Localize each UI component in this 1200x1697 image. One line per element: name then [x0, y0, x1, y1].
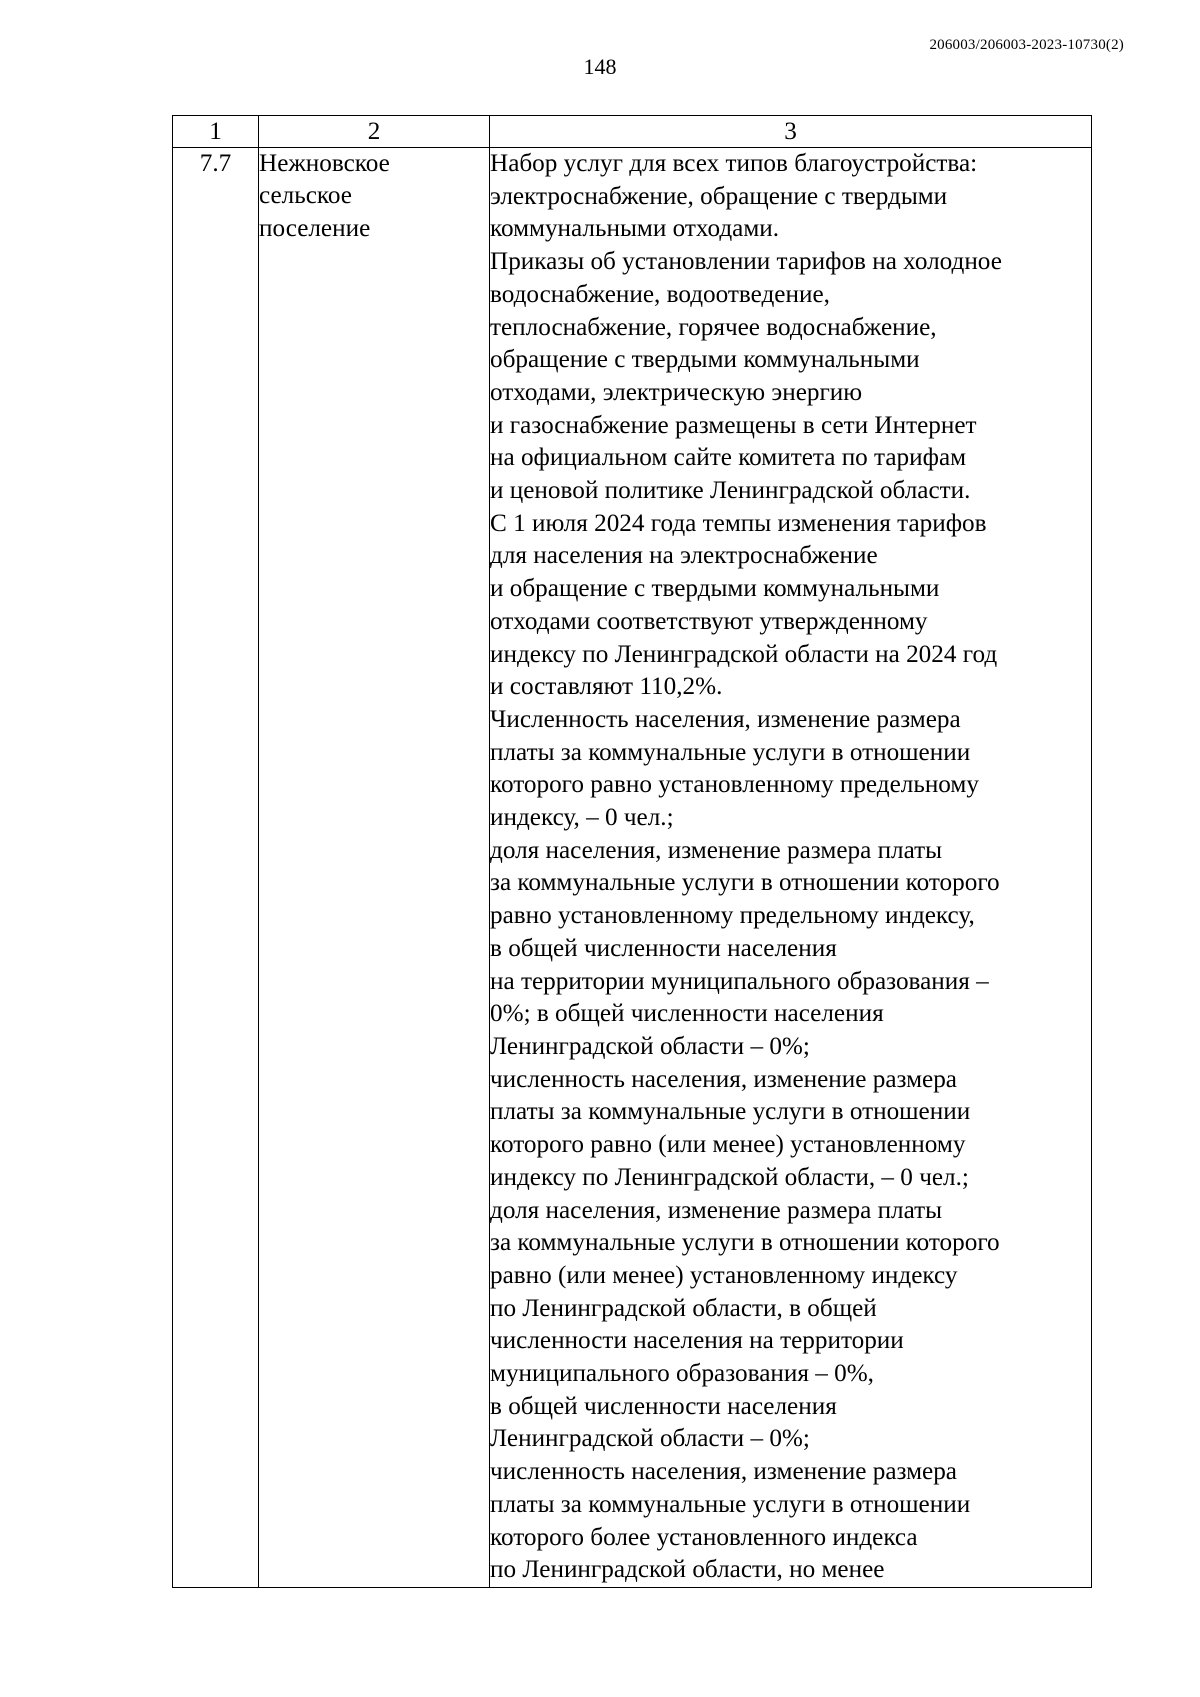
content-line: за коммунальные услуги в отношении которого [490, 1229, 1000, 1257]
content-line: в общей численности населения [490, 934, 837, 962]
content-line: платы за коммунальные услуги в отношении [490, 1490, 971, 1518]
content-line: Ленинградской области – 0%; [490, 1425, 810, 1453]
content-line: индексу, – 0 чел.; [490, 804, 674, 832]
column-header-2: 2 [259, 116, 490, 148]
content-line: индексу по Ленинградской области, – 0 чел.; [490, 1163, 969, 1191]
content-line: Набор услуг для всех типов благоустройства: [490, 150, 978, 177]
settlement-name-line: Нежновское [259, 150, 390, 177]
content-cell [490, 148, 1092, 1588]
content-line: водоснабжение, водоотведение, [490, 280, 830, 308]
content-line: обращение с твердыми коммунальными [490, 346, 920, 374]
row-number: 7.7 [173, 148, 259, 1588]
content-line: за коммунальные услуги в отношении которого [490, 869, 1000, 897]
content-line: которого более установленного индекса [490, 1523, 918, 1551]
content-line: муниципального образования – 0%, [490, 1360, 874, 1388]
content-line: по Ленинградской области, в общей [490, 1294, 877, 1322]
content-line: равно установленному предельному индексу, [490, 902, 975, 930]
content-line: Ленинградской области – 0%; [490, 1032, 810, 1060]
settlement-name-line: поселение [259, 214, 371, 242]
content-line: коммунальными отходами. [490, 215, 780, 243]
content-line: индексу по Ленинградской области на 2024 год [490, 640, 998, 668]
content-line: Численность населения, изменение размера [490, 705, 961, 733]
content-line: которого равно установленному предельному [490, 771, 979, 799]
content-line: отходами, электрическую энергию [490, 378, 863, 406]
content-line: численность населения, изменение размера [490, 1458, 957, 1486]
content-line: доля населения, изменение размера платы [490, 836, 943, 864]
content-line: электроснабжение, обращение с твердыми [490, 182, 948, 210]
content-line: и газоснабжение размещены в сети Интернет [490, 411, 977, 439]
content-line: в общей численности населения [490, 1392, 837, 1420]
content-line: Приказы об установлении тарифов на холодное [490, 248, 1002, 276]
content-line: платы за коммунальные услуги в отношении [490, 1098, 971, 1126]
settlement-name-line: сельское [259, 182, 352, 210]
table-header-row [173, 116, 1092, 148]
content-line: С 1 июля 2024 года темпы изменения тарифов [490, 509, 987, 537]
content-line: отходами соответствуют утвержденному [490, 607, 928, 635]
table-row [173, 148, 1092, 1588]
content-line: которого равно (или менее) установленному [490, 1131, 966, 1159]
content-line: платы за коммунальные услуги в отношении [490, 738, 971, 766]
content-line: и обращение с твердыми коммунальными [490, 575, 940, 603]
content-line: и составляют 110,2%. [490, 673, 723, 701]
page-number: 148 [583, 54, 617, 79]
document-id: 206003/206003-2023-10730(2) [929, 37, 1124, 53]
content-line: на официальном сайте комитета по тарифам [490, 444, 967, 472]
content-line: доля населения, изменение размера платы [490, 1196, 943, 1224]
content-line: 0%; в общей численности населения [490, 1000, 884, 1028]
content-line: численности населения на территории [490, 1327, 904, 1355]
column-header-3: 3 [490, 116, 1092, 148]
settlement-name-cell [259, 148, 490, 1588]
content-line: для населения на электроснабжение [490, 542, 878, 570]
data-table [172, 115, 1092, 1588]
column-header-1: 1 [173, 116, 259, 148]
content-line: по Ленинградской области, но менее [490, 1556, 885, 1584]
content-line: и ценовой политике Ленинградской области. [490, 477, 971, 505]
content-line: теплоснабжение, горячее водоснабжение, [490, 313, 937, 341]
content-line: равно (или менее) установленному индексу [490, 1261, 958, 1289]
content-line: численность населения, изменение размера [490, 1065, 957, 1093]
content-line: на территории муниципального образования – [490, 967, 989, 995]
